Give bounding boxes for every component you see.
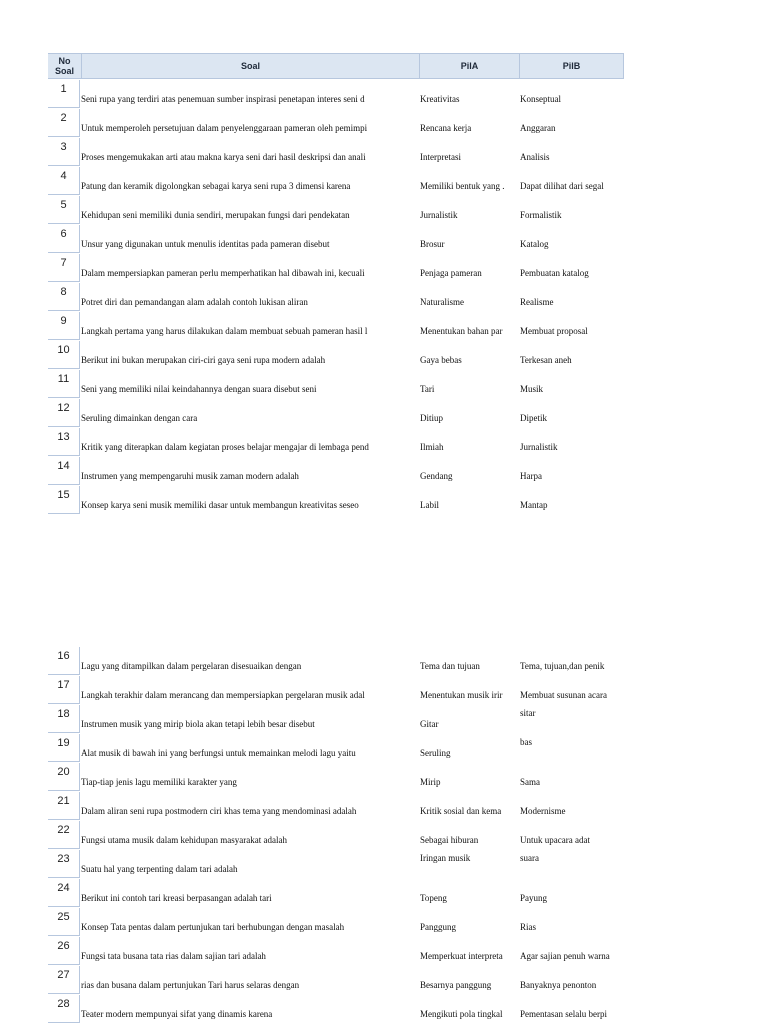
option-b-cell[interactable]: Modernisme <box>520 806 566 816</box>
table-row <box>48 428 648 457</box>
option-b-cell[interactable]: Musik <box>520 384 544 394</box>
option-a-cell[interactable]: Interpretasi <box>420 152 461 162</box>
table-row <box>48 676 648 705</box>
question-cell[interactable]: Fungsi utama musik dalam kehidupan masyarakat adalah <box>81 835 287 845</box>
header-no-soal: No Soal <box>48 53 81 79</box>
row-number[interactable]: 1 <box>48 80 80 108</box>
table-row <box>48 138 648 167</box>
option-b-cell[interactable]: Tema, tujuan,dan penik <box>520 661 605 671</box>
row-number[interactable]: 19 <box>48 734 80 762</box>
table-row <box>48 647 648 676</box>
option-b-cell[interactable]: Agar sajian penuh warna <box>520 951 610 961</box>
option-b-cell[interactable]: Analisis <box>520 152 550 162</box>
option-a-cell[interactable]: Tari <box>420 384 435 394</box>
question-cell[interactable]: rias dan busana dalam pertunjukan Tari harus selaras dengan <box>81 980 300 990</box>
question-cell[interactable]: Langkah pertama yang harus dilakukan dalam membuat sebuah pameran hasil l <box>81 326 368 336</box>
row-number[interactable]: 18 <box>48 705 80 733</box>
option-b-cell[interactable]: Jurnalistik <box>520 442 558 452</box>
question-cell[interactable]: Langkah terakhir dalam merancang dan mempersiapkan pergelaran musik adal <box>81 690 365 700</box>
option-b-cell[interactable]: Mantap <box>520 500 548 510</box>
header-pila: PilA <box>419 53 519 79</box>
row-number[interactable]: 27 <box>48 966 80 994</box>
question-cell[interactable]: Potret diri dan pemandangan alam adalah contoh lukisan aliran <box>81 297 308 307</box>
option-b-cell[interactable]: Formalistik <box>520 210 562 220</box>
row-number[interactable]: 20 <box>48 763 80 791</box>
header-pilb: PilB <box>519 53 624 79</box>
option-b-cell[interactable]: Dapat dilihat dari segal <box>520 181 604 191</box>
option-a-cell[interactable]: Iringan musik <box>420 853 471 863</box>
option-a-cell[interactable]: Kritik sosial dan kema <box>420 806 502 816</box>
option-a-cell[interactable]: Ilmiah <box>420 442 444 452</box>
row-number[interactable]: 16 <box>48 647 80 675</box>
option-a-cell[interactable]: Labil <box>420 500 439 510</box>
question-cell[interactable]: Instrumen musik yang mirip biola akan tetapi lebih besar disebut <box>81 719 315 729</box>
table-row <box>48 254 648 283</box>
table-row <box>48 486 648 515</box>
option-a-cell[interactable]: Tema dan tujuan <box>420 661 480 671</box>
table-row <box>48 341 648 370</box>
table-row <box>48 966 648 995</box>
question-cell[interactable]: Konsep karya seni musik memiliki dasar untuk membangun kreativitas seseo <box>81 500 359 510</box>
question-cell[interactable]: Lagu yang ditampilkan dalam pergelaran disesuaikan dengan <box>81 661 302 671</box>
row-number[interactable]: 26 <box>48 937 80 965</box>
option-a-cell[interactable]: Brosur <box>420 239 445 249</box>
option-b-cell[interactable]: Katalog <box>520 239 549 249</box>
option-a-cell[interactable]: Jurnalistik <box>420 210 458 220</box>
table-row <box>48 283 648 312</box>
option-b-cell[interactable]: Realisme <box>520 297 554 307</box>
row-number[interactable]: 21 <box>48 792 80 820</box>
option-b-cell[interactable]: Harpa <box>520 471 542 481</box>
option-a-cell[interactable]: Sebagai hiburan <box>420 835 479 845</box>
question-cell[interactable]: Seni yang memiliki nilai keindahannya dengan suara disebut seni <box>81 384 317 394</box>
option-b-cell[interactable]: Payung <box>520 893 547 903</box>
table-row <box>48 225 648 254</box>
row-number[interactable]: 4 <box>48 167 80 195</box>
option-b-cell[interactable]: Pementasan selalu berpi <box>520 1009 607 1019</box>
option-b-cell[interactable]: Membuat proposal <box>520 326 588 336</box>
table-row <box>48 370 648 399</box>
option-a-cell[interactable]: Gendang <box>420 471 453 481</box>
table-row <box>48 167 648 196</box>
question-cell[interactable]: Kritik yang diterapkan dalam kegiatan proses belajar mengajar di lembaga pend <box>81 442 369 452</box>
question-cell[interactable]: Teater modern mempunyai sifat yang dinamis karena <box>81 1009 273 1019</box>
header-soal: Soal <box>81 53 419 79</box>
row-number[interactable]: 25 <box>48 908 80 936</box>
row-number[interactable]: 15 <box>48 486 80 514</box>
option-a-cell[interactable]: Ditiup <box>420 413 444 423</box>
row-number[interactable]: 24 <box>48 879 80 907</box>
option-b-cell[interactable]: bas <box>520 737 532 747</box>
option-a-cell[interactable]: Memperkuat interpreta <box>420 951 503 961</box>
table-row <box>48 734 648 763</box>
option-b-cell[interactable]: sitar <box>520 708 536 718</box>
option-a-cell[interactable]: Memiliki bentuk yang . <box>420 181 505 191</box>
option-a-cell[interactable]: Mengikuti pola tingkal <box>420 1009 503 1019</box>
question-cell[interactable]: Seni rupa yang terdiri atas penemuan sumber inspirasi penetapan interes seni d <box>81 94 365 104</box>
option-a-cell[interactable]: Gitar <box>420 719 439 729</box>
option-a-cell[interactable]: Besarnya panggung <box>420 980 492 990</box>
question-cell[interactable]: Berikut ini contoh tari kreasi berpasangan adalah tari <box>81 893 272 903</box>
option-a-cell[interactable]: Gaya bebas <box>420 355 462 365</box>
row-number[interactable]: 8 <box>48 283 80 311</box>
row-number[interactable]: 6 <box>48 225 80 253</box>
option-b-cell[interactable]: Membuat susunan acara <box>520 690 607 700</box>
row-number[interactable]: 2 <box>48 109 80 137</box>
question-cell[interactable]: Untuk memperoleh persetujuan dalam penyelenggaraan pameran oleh pemimpi <box>81 123 368 133</box>
option-b-cell[interactable]: suara <box>520 853 539 863</box>
question-cell[interactable]: Tiap-tiap jenis lagu memiliki karakter yang <box>81 777 237 787</box>
option-b-cell[interactable]: Sama <box>520 777 540 787</box>
question-cell[interactable]: Dalam mempersiapkan pameran perlu memperhatikan hal dibawah ini, kecuali <box>81 268 365 278</box>
table-row <box>48 821 648 850</box>
row-number[interactable]: 22 <box>48 821 80 849</box>
table-row <box>48 850 648 879</box>
table-row <box>48 705 648 734</box>
option-a-cell[interactable]: Seruling <box>420 748 451 758</box>
table-row <box>48 399 648 428</box>
question-cell[interactable]: Berikut ini bukan merupakan ciri-ciri gaya seni rupa modern adalah <box>81 355 326 365</box>
table-row <box>48 763 648 792</box>
table-row <box>48 80 648 109</box>
table-row <box>48 937 648 966</box>
option-a-cell[interactable]: Rencana kerja <box>420 123 472 133</box>
question-cell[interactable]: Seruling dimainkan dengan cara <box>81 413 198 423</box>
option-b-cell[interactable]: Anggaran <box>520 123 556 133</box>
row-number[interactable]: 17 <box>48 676 80 704</box>
option-b-cell[interactable]: Rias <box>520 922 537 932</box>
question-cell[interactable]: Dalam aliran seni rupa postmodern ciri khas tema yang mendominasi adalah <box>81 806 357 816</box>
row-number[interactable]: 23 <box>48 850 80 878</box>
table-row <box>48 457 648 486</box>
option-b-cell[interactable]: Pembuatan katalog <box>520 268 589 278</box>
option-a-cell[interactable]: Mirip <box>420 777 441 787</box>
question-cell[interactable]: Alat musik di bawah ini yang berfungsi untuk memainkan melodi lagu yaitu <box>81 748 356 758</box>
table-row <box>48 879 648 908</box>
row-number[interactable]: 9 <box>48 312 80 340</box>
row-number[interactable]: 14 <box>48 457 80 485</box>
table-row <box>48 312 648 341</box>
option-b-cell[interactable]: Terkesan aneh <box>520 355 572 365</box>
row-number[interactable]: 28 <box>48 995 80 1023</box>
question-cell[interactable]: Fungsi tata busana tata rias dalam sajian tari adalah <box>81 951 266 961</box>
option-a-cell[interactable]: Menentukan musik irir <box>420 690 503 700</box>
question-cell[interactable]: Proses mengemukakan arti atau makna karya seni dari hasil deskripsi dan anali <box>81 152 366 162</box>
row-number[interactable]: 10 <box>48 341 80 369</box>
question-cell[interactable]: Unsur yang digunakan untuk menulis identitas pada pameran disebut <box>81 239 330 249</box>
row-number[interactable]: 7 <box>48 254 80 282</box>
table-row <box>48 196 648 225</box>
option-b-cell[interactable]: Banyaknya penonton <box>520 980 597 990</box>
question-cell[interactable]: Konsep Tata pentas dalam pertunjukan tari berhubungan dengan masalah <box>81 922 345 932</box>
row-number[interactable]: 11 <box>48 370 80 398</box>
option-a-cell[interactable]: Kreativitas <box>420 94 460 104</box>
question-cell[interactable]: Instrumen yang mempengaruhi musik zaman modern adalah <box>81 471 299 481</box>
option-a-cell[interactable]: Naturalisme <box>420 297 464 307</box>
row-number[interactable]: 3 <box>48 138 80 166</box>
option-a-cell[interactable]: Topeng <box>420 893 447 903</box>
option-b-cell[interactable]: Untuk upacara adat <box>520 835 590 845</box>
row-number[interactable]: 5 <box>48 196 80 224</box>
table-row <box>48 995 648 1024</box>
option-a-cell[interactable]: Penjaga pameran <box>420 268 482 278</box>
table-row <box>48 792 648 821</box>
option-a-cell[interactable]: Panggung <box>420 922 456 932</box>
question-cell[interactable]: Kehidupan seni memiliki dunia sendiri, merupakan fungsi dari pendekatan <box>81 210 350 220</box>
question-cell[interactable]: Patung dan keramik digolongkan sebagai karya seni rupa 3 dimensi karena <box>81 181 351 191</box>
option-b-cell[interactable]: Konseptual <box>520 94 561 104</box>
row-number[interactable]: 13 <box>48 428 80 456</box>
question-cell[interactable]: Suatu hal yang terpenting dalam tari adalah <box>81 864 238 874</box>
option-a-cell[interactable]: Menentukan bahan par <box>420 326 503 336</box>
table-row <box>48 908 648 937</box>
row-number[interactable]: 12 <box>48 399 80 427</box>
table-row <box>48 109 648 138</box>
option-b-cell[interactable]: Dipetik <box>520 413 547 423</box>
